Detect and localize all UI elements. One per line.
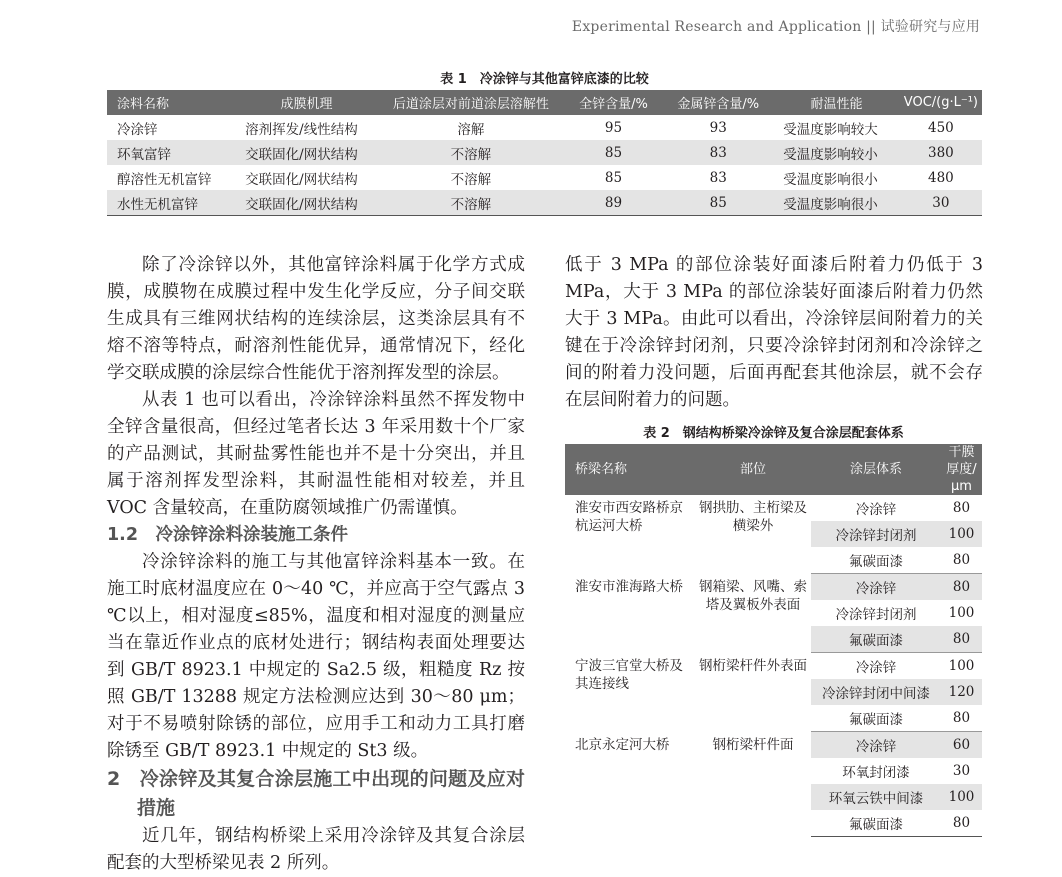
film-thickness: 100 xyxy=(941,521,982,547)
bridge-name: 淮安市淮海路大桥 xyxy=(575,578,683,595)
left-column xyxy=(107,252,525,877)
film-thickness: 60 xyxy=(941,732,982,759)
coating-system: 氟碳面漆 xyxy=(811,626,941,653)
section-heading-2: 2 冷涂锌及其复合涂层施工中出现的问题及应对措施 xyxy=(107,768,525,819)
film-thickness: 80 xyxy=(941,810,982,837)
table-cell: 交联固化/网状结构 xyxy=(235,140,378,165)
table-cell: 380 xyxy=(900,140,982,165)
table-row xyxy=(107,115,982,140)
table2-col-dft: 干膜厚度/μm xyxy=(941,444,982,495)
table2-header-row xyxy=(565,444,982,495)
film-thickness: 100 xyxy=(941,784,982,810)
table-row xyxy=(565,653,982,680)
table-cell: 交联固化/网状结构 xyxy=(245,171,358,188)
running-header: Experimental Research and Application || 试验研究与应用 xyxy=(571,19,980,35)
film-thickness: 80 xyxy=(941,547,982,574)
paragraph: 从表 1 也可以看出，冷涂锌涂料虽然不挥发物中全锌含量很高，但经过笔者长达 3 年采用数十个厂家的产品测试，其耐盐雾性能也并不是十分突出，并且属于溶剂挥发型涂料，其耐温性能相对较差，并且 VOC 含量较高，在重防腐领域推广仍需谨慎。 xyxy=(107,390,525,518)
table-row xyxy=(107,190,982,216)
table1 xyxy=(107,90,982,216)
coating-system: 冷涂锌封闭中间漆 xyxy=(811,679,941,705)
table1-col-solubility: 后道涂层对前道涂层溶解性 xyxy=(378,90,564,115)
table-cell: 83 xyxy=(709,169,727,186)
table1-col-metal-zinc: 金属锌含量/% xyxy=(663,90,773,115)
table1-col-name: 涂料名称 xyxy=(107,90,235,115)
table-cell: 受温度影响很小 xyxy=(783,171,878,188)
film-thickness: 100 xyxy=(948,658,975,674)
table-cell: 交联固化/网状结构 xyxy=(235,190,378,216)
table-cell: 溶剂挥发/线性结构 xyxy=(245,121,358,138)
coating-system: 氟碳面漆 xyxy=(811,810,941,837)
table-cell: 不溶解 xyxy=(378,190,564,216)
table1-col-total-zinc: 全锌含量/% xyxy=(564,90,664,115)
table-cell: 85 xyxy=(564,140,664,165)
paragraph: 冷涂锌涂料的施工与其他富锌涂料基本一致。在施工时底材温度应在 0～40 ℃，并应高于空气露点 3 ℃以上，相对湿度≤85%，温度和相对湿度的测量应当在靠近作业点的底材处进行；钢结构表面处理要达到 GB/T 8923.1 中规定的 Sa2.5 级，粗糙度 Rz 按照 GB/T 13288 规定方法检测应达到 30～80 μm；对于不易喷射除锈的部位，应用手工和动力工具打磨除锈至 GB/T 8923.1 中规定的 St3 级。 xyxy=(107,552,525,761)
table2-col-bridge: 桥梁名称 xyxy=(565,444,695,495)
table-cell: 85 xyxy=(663,190,773,216)
section-heading-1-2: 1.2 冷涂锌涂料涂装施工条件 xyxy=(107,525,349,545)
table-row xyxy=(565,574,982,601)
film-thickness: 120 xyxy=(941,679,982,705)
bridge-name: 淮安市西安路桥京杭运河大桥 xyxy=(575,500,683,534)
table-cell: 83 xyxy=(663,140,773,165)
coating-system: 环氧云铁中间漆 xyxy=(811,784,941,810)
coating-system: 冷涂锌 xyxy=(855,660,897,676)
coating-system: 冷涂锌 xyxy=(811,732,941,759)
table2-col-system: 涂层体系 xyxy=(811,444,941,495)
table-cell: 不溶解 xyxy=(378,140,564,165)
table1-col-temperature: 耐温性能 xyxy=(773,90,900,115)
table-cell: 480 xyxy=(928,169,954,186)
table2-caption: 表 2 钢结构桥梁冷涂锌及复合涂层配套体系 xyxy=(643,426,904,441)
bridge-name: 北京永定河大桥 xyxy=(575,736,670,753)
bridge-part: 钢拱肋、主桁梁及横梁外 xyxy=(699,500,807,534)
bridge-name: 宁波三官堂大桥及其连接线 xyxy=(575,657,683,692)
film-thickness: 30 xyxy=(952,763,971,779)
paragraph: 低于 3 MPa 的部位涂装好面漆后附着力仍低于 3 MPa，大于 3 MPa 的部位涂装好面漆后附着力仍然大于 3 MPa。由此可以看出，冷涂锌层间附着力的关键在于冷涂锌封闭剂，只要冷涂锌封闭剂和冷涂锌之间的附着力没问题，后面再配套其他涂层，就不会存在层间附着力的问题。 xyxy=(565,255,983,410)
table-row xyxy=(565,495,982,521)
paragraph: 近几年，钢结构桥梁上采用冷涂锌及其复合涂层配套的大型桥梁见表 2 所列。 xyxy=(107,826,525,873)
table-row xyxy=(565,732,982,759)
bridge-part: 钢桁梁杆件外表面 xyxy=(699,657,807,674)
coating-system: 氟碳面漆 xyxy=(811,547,941,574)
film-thickness: 80 xyxy=(941,705,982,732)
table-cell: 85 xyxy=(604,169,623,186)
film-thickness: 80 xyxy=(952,500,971,516)
film-thickness: 80 xyxy=(941,626,982,653)
table-cell: 受温度影响很小 xyxy=(773,190,900,216)
table2-col-part: 部位 xyxy=(695,444,811,495)
table-row xyxy=(107,140,982,165)
table-cell: 89 xyxy=(564,190,664,216)
right-column xyxy=(565,252,983,414)
table-cell: 环氧富锌 xyxy=(107,140,235,165)
table-cell: 不溶解 xyxy=(450,171,492,188)
table1-col-voc: VOC/(g·L⁻¹) xyxy=(900,90,982,115)
table-cell: 450 xyxy=(928,119,954,136)
table-row xyxy=(107,165,982,190)
film-thickness: 100 xyxy=(948,605,975,621)
table-cell: 受温度影响较大 xyxy=(783,121,878,138)
table1-caption: 表 1 冷涂锌与其他富锌底漆的比较 xyxy=(440,72,649,87)
table-cell: 醇溶性无机富锌 xyxy=(117,171,212,188)
table-cell: 95 xyxy=(604,119,623,136)
table-cell: 水性无机富锌 xyxy=(107,190,235,216)
coating-system: 冷涂锌 xyxy=(811,574,941,601)
table1-col-mechanism: 成膜机理 xyxy=(235,90,378,115)
coating-system: 冷涂锌封闭剂 xyxy=(835,607,917,623)
coating-system: 环氧封闭漆 xyxy=(842,765,910,781)
table-cell: 冷涂锌 xyxy=(117,121,158,138)
coating-system: 冷涂锌封闭剂 xyxy=(811,521,941,547)
bridge-part: 钢桁梁杆件面 xyxy=(712,736,794,753)
table-cell: 受温度影响较小 xyxy=(773,140,900,165)
paragraph: 除了冷涂锌以外，其他富锌涂料属于化学方式成膜，成膜物在成膜过程中发生化学反应，分子间交联生成具有三维网状结构的连续涂层，这类涂层具有不熔不溶等特点，耐溶剂性能优异，通常情况下，经化学交联成膜的涂层综合性能优于溶剂挥发型的涂层。 xyxy=(107,255,525,383)
table-cell: 溶解 xyxy=(457,121,485,138)
film-thickness: 80 xyxy=(941,574,982,601)
table-cell: 30 xyxy=(900,190,982,216)
table2 xyxy=(565,444,982,837)
coating-system: 冷涂锌 xyxy=(855,502,897,518)
coating-system: 氟碳面漆 xyxy=(811,705,941,732)
bridge-part: 钢箱梁、风嘴、索塔及翼板外表面 xyxy=(699,578,807,613)
table-cell: 93 xyxy=(709,119,727,136)
table1-header-row xyxy=(107,90,982,115)
